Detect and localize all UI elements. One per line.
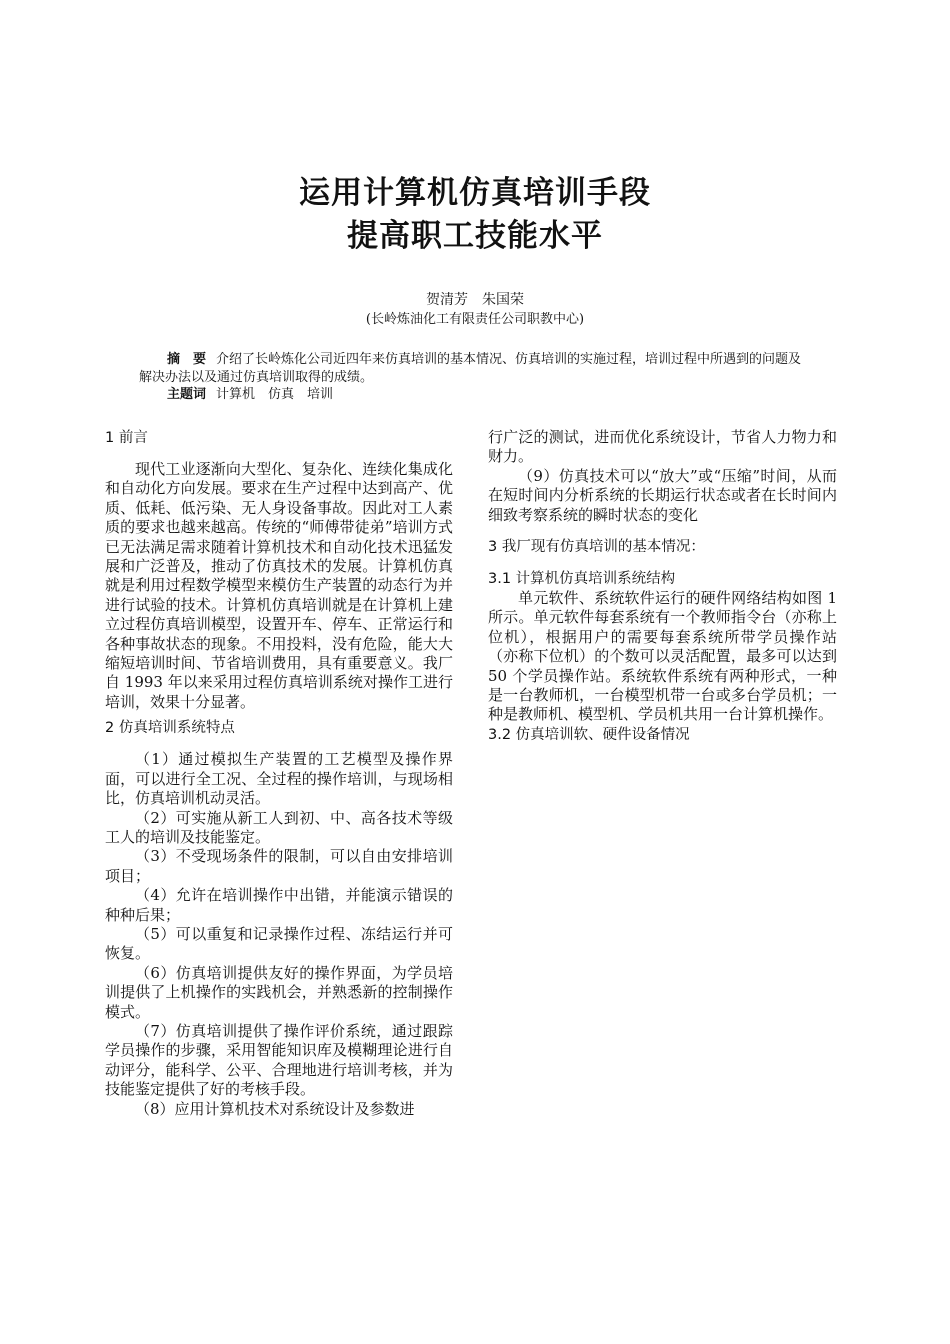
authors: 贺清芳 朱国荣 — [426, 292, 524, 308]
feature-item-6: （6）仿真培训提供友好的操作界面，为学员培训提供了上机操作的实践机会，并熟悉新的控制操作模式。 — [105, 963, 453, 1021]
feature-item-4: （4）允许在培训操作中出错，并能演示错误的种种后果； — [105, 886, 453, 924]
feature-item-3: （3）不受现场条件的限制，可以自由安排培训项目； — [105, 847, 453, 885]
item-8-continuation: 行广泛的测试，进而优化系统设计，节省人力物力和财力。 — [488, 428, 837, 466]
keywords — [167, 386, 807, 404]
feature-item-1: （1）通过模拟生产装置的工艺模型及操作界面，可以进行全工况、全过程的操作培训，与现场相比，仿真培训机动灵活。 — [105, 750, 453, 808]
feature-item-8: （8）应用计算机技术对系统设计及参数进 — [135, 1099, 415, 1118]
section-3-1-paragraph: 单元软件、系统软件运行的硬件网络结构如图 1 所示。单元软件每套系统有一个教师指令台（亦称上位机），根据用户的需要每套系统所带学员操作站（亦称下位机）的个数可以灵活配置，最多可以达到 50 个学员操作站。系统软件系统有两种形式，一种是一台教师机，一台模型机带一台或多台学员机；一种是教师机、模型机、学员机共用一台计算机操作。 — [488, 589, 837, 724]
section-1-paragraph: 现代工业逐渐向大型化、复杂化、连续化集成化和自动化方向发展。要求在生产过程中达到高产、优质、低耗、低污染、无人身设备事故。因此对工人素质的要求也越来越高。传统的“师傅带徒弟”培训方式已无法满足需求随着计算机技术和自动化技术迅猛发展和广泛普及，推动了仿真技术的发展。计算机仿真就是利用过程数学模型来模仿生产装置的动态行为并进行试验的技术。计算机仿真培训就是在计算机上建立过程仿真培训模型，设置开车、停车、正常运行和各种事故状态的现象。不用投料，没有危险，能大大缩短培训时间、节省培训费用，具有重要意义。我厂自 1993 年以来采用过程仿真培训系统对操作工进行培训，效果十分显著。 — [105, 460, 453, 711]
affiliation: (长岭炼油化工有限责任公司职教中心) — [365, 312, 585, 327]
section-3-heading: 3 我厂现有仿真培训的基本情况： — [488, 539, 705, 556]
abstract-text: 介绍了长岭炼化公司近四年来仿真培训的基本情况、仿真培训的实施过程，培训过程中所遇到的问题及解决办法以及通过仿真培训取得的成绩。 — [139, 352, 802, 385]
keywords-text: 计算机 仿真 培训 — [216, 387, 334, 402]
feature-item-7: （7）仿真培训提供了操作评价系统，通过跟踪学员操作的步骤，采用智能知识库及模糊理论进行自动评分，能科学、公平、合理地进行培训考核，并为技能鉴定提供了好的考核手段。 — [105, 1021, 453, 1099]
abstract — [139, 351, 811, 387]
left-column — [105, 428, 453, 1119]
feature-item-5: （5）可以重复和记录操作过程、冻结运行并可恢复。 — [105, 924, 453, 963]
paper-title — [0, 172, 950, 258]
title-line-1: 运用计算机仿真培训手段 — [299, 175, 651, 211]
section-1-heading: 1 前言 — [105, 430, 148, 446]
section-3-1-heading: 3.1 计算机仿真培训系统结构 — [488, 571, 676, 588]
abstract-label: 摘 要 — [167, 352, 207, 367]
feature-item-9: （9）仿真技术可以“放大”或“压缩”时间，从而在短时间内分析系统的长期运行状态或者在长时间内细致考察系统的瞬时状态的变化 — [488, 466, 837, 524]
section-3-2-heading: 3.2 仿真培训软、硬件设备情况 — [488, 726, 690, 743]
title-line-2: 提高职工技能水平 — [347, 218, 603, 254]
feature-item-2: （2）可实施从新工人到初、中、高各技术等级工人的培训及技能鉴定。 — [105, 808, 453, 846]
right-column — [488, 428, 837, 745]
section-2-heading: 2 仿真培训系统特点 — [105, 720, 235, 737]
keywords-label: 主题词 — [167, 387, 207, 402]
